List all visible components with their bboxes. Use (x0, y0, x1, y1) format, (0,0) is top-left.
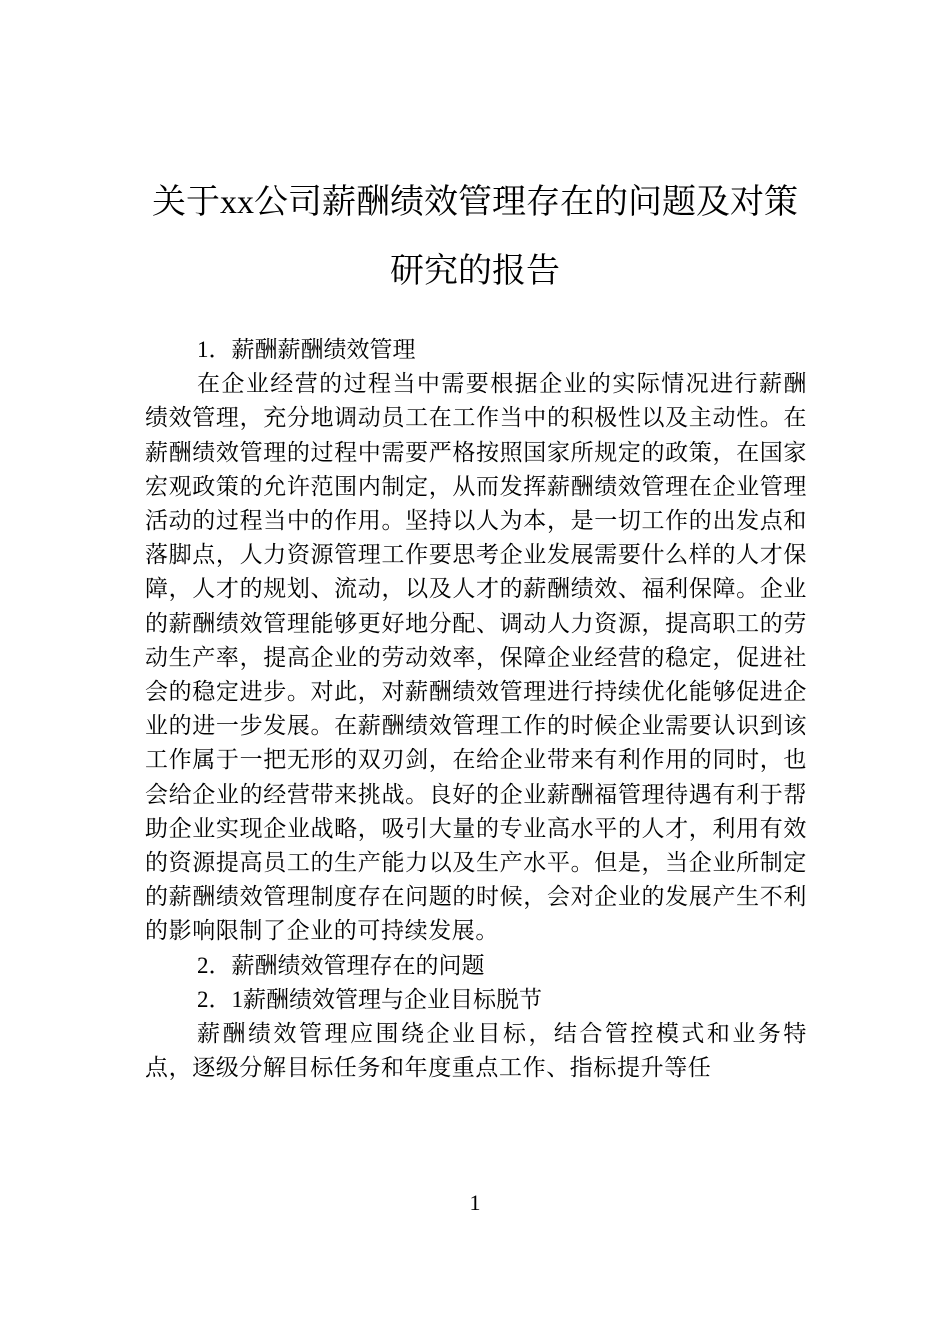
document-body (145, 333, 807, 1085)
section-1-title: 薪酬薪酬绩效管理 (231, 337, 416, 363)
section-2-title: 薪酬绩效管理存在的问题 (231, 952, 485, 979)
section-2-number: 2． (197, 952, 232, 978)
title-text-part1: 关于 (152, 182, 220, 222)
section-1-paragraph: 在企业经营的过程当中需要根据企业的实际情况进行薪酬绩效管理，充分地调动员工在工作当中的积极性以及主动性。在薪酬绩效管理的过程中需要严格按照国家所规定的政策，在国家宏观政策的允许范围内制定，从而发挥薪酬绩效管理在企业管理活动的过程当中的作用。坚持以人为本，是一切工作的出发点和落脚点，人力资源管理工作要思考企业发展需要什么样的人才保障，人才的规划、流动，以及人才的薪酬绩效、福利保障。企业的薪酬绩效管理能够更好地分配、调动人力资源，提高职工的劳动生产率，提高企业的劳动效率，保障企业经营的稳定，促进社会的稳定进步。对此，对薪酬绩效管理进行持续优化能够促进企业的进一步发展。在薪酬绩效管理工作的时候企业需要认识到该工作属于一把无形的双刃剑，在给企业带来有利作用的同时，也会给企业的经营带来挑战。良好的企业薪酬福管理待遇有利于帮助企业实现企业战略，吸引大量的专业高水平的人才，利用有效的资源提高员工的生产能力以及生产水平。但是，当企业所制定的薪酬绩效管理制度存在问题的时候，会对企业的发展产生不利的影响限制了企业的可持续发展。 (145, 371, 807, 945)
title-text-part2: 公司薪酬绩效管理存在的问题及对策研究的报告 (254, 182, 798, 291)
section-2-1-title: 薪酬绩效管理与企业目标脱节 (243, 986, 542, 1013)
section-2-heading (145, 949, 807, 983)
section-1-number: 1． (197, 337, 232, 362)
section-2-1-heading (145, 983, 807, 1017)
document-title (140, 168, 810, 305)
section-2-1-paragraph: 薪酬绩效管理应围绕企业目标，结合管控模式和业务特点，逐级分解目标任务和年度重点工作、指标提升等任 (145, 1021, 807, 1082)
page-number: 1 (469, 1190, 481, 1215)
title-text-latin: xx (220, 184, 254, 221)
section-1-heading (145, 333, 807, 367)
section-2-1-number: 2．1 (197, 986, 243, 1012)
